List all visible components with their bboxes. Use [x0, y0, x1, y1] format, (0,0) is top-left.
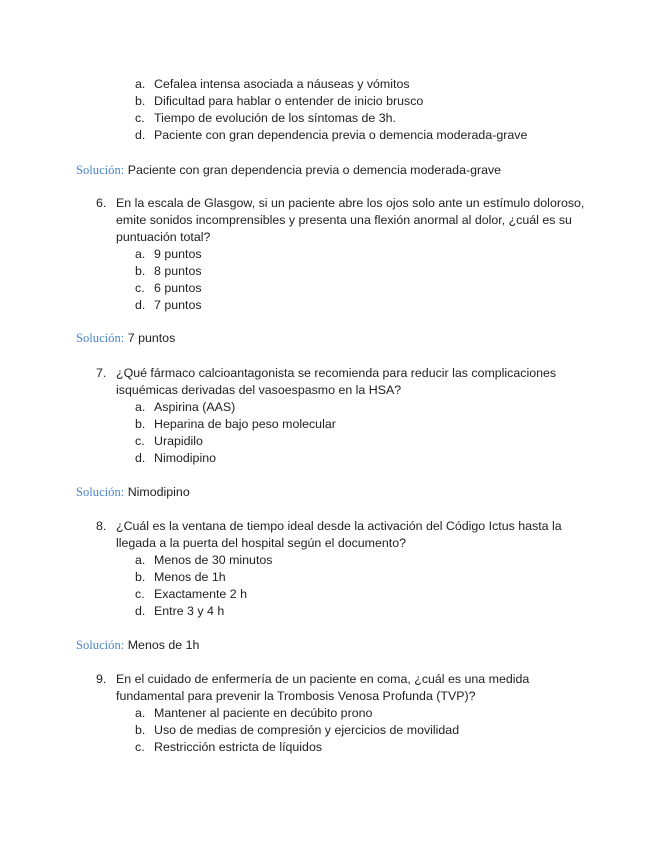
option-text: Menos de 30 minutos [154, 553, 273, 567]
option-text: Menos de 1h [154, 570, 226, 584]
question-number: 6. [96, 196, 107, 210]
option-letter: a. [135, 247, 146, 261]
option-text: 6 puntos [154, 281, 202, 295]
solution-text: Paciente con gran dependencia previa o demencia moderada-grave [127, 163, 502, 177]
option-item [135, 416, 336, 433]
solution-line [76, 637, 199, 654]
option-item [135, 569, 272, 586]
option-item [135, 433, 336, 450]
options-list [135, 399, 336, 467]
option-text: Uso de medias de compresión y ejercicios de movilidad [154, 723, 460, 737]
options-list [135, 552, 272, 620]
solution-label: Solución: [76, 638, 125, 652]
option-letter: c. [135, 740, 145, 754]
option-letter: d. [135, 451, 146, 465]
option-text: Paciente con gran dependencia previa o demencia moderada-grave [154, 128, 528, 142]
question-number: 7. [96, 366, 107, 380]
solution-line [76, 330, 175, 347]
option-item [135, 127, 527, 144]
solution-label: Solución: [76, 163, 125, 177]
question-text: En el cuidado de enfermería de un paciente en coma, ¿cuál es una medida fundamental para prevenir la Trombosis Venosa Profunda (TVP)? [116, 672, 530, 703]
option-letter: d. [135, 604, 146, 618]
option-item [135, 246, 202, 263]
option-text: Tiempo de evolución de los síntomas de 3h. [154, 111, 396, 125]
option-item [135, 110, 527, 127]
option-item [135, 705, 459, 722]
solution-label: Solución: [76, 485, 125, 499]
solution-label: Solución: [76, 331, 125, 345]
question-8 [96, 518, 596, 552]
option-letter: a. [135, 553, 146, 567]
option-letter: b. [135, 264, 146, 278]
option-item [135, 450, 336, 467]
option-letter: c. [135, 111, 145, 125]
solution-text: Menos de 1h [127, 638, 200, 652]
option-text: Mantener al paciente en decúbito prono [154, 706, 373, 720]
option-item [135, 263, 202, 280]
option-text: Urapidilo [154, 434, 203, 448]
option-letter: b. [135, 723, 146, 737]
option-text: Aspirina (AAS) [154, 400, 236, 414]
option-item [135, 586, 272, 603]
option-letter: a. [135, 400, 146, 414]
option-letter: b. [135, 417, 146, 431]
option-text: Exactamente 2 h [154, 587, 247, 601]
question-text: ¿Qué fármaco calcioantagonista se recomienda para reducir las complicaciones isquémicas derivadas del vasoespasmo en la HSA? [116, 366, 557, 397]
solution-text: Nimodipino [127, 485, 190, 499]
option-text: Heparina de bajo peso molecular [154, 417, 336, 431]
option-letter: d. [135, 298, 146, 312]
options-list [135, 705, 459, 756]
option-letter: c. [135, 281, 145, 295]
solution-line [76, 162, 501, 179]
option-letter: c. [135, 587, 145, 601]
option-letter: a. [135, 706, 146, 720]
option-letter: a. [135, 77, 146, 91]
question-text: En la escala de Glasgow, si un paciente abre los ojos solo ante un estímulo doloroso, emite sonidos incomprensibles y presenta una flexión anormal al dolor, ¿cuál es su puntuación total? [116, 196, 585, 244]
solution-line [76, 484, 190, 501]
option-letter: b. [135, 570, 146, 584]
question-6 [96, 195, 596, 246]
question-text: ¿Cuál es la ventana de tiempo ideal desde la activación del Código Ictus hasta la llegada a la puerta del hospital según el documento? [116, 519, 562, 550]
question-number: 9. [96, 672, 107, 686]
question-number: 8. [96, 519, 107, 533]
option-letter: d. [135, 128, 146, 142]
option-letter: b. [135, 94, 146, 108]
option-text: Restricción estricta de líquidos [154, 740, 323, 754]
option-text: 9 puntos [154, 247, 202, 261]
options-list [135, 76, 527, 144]
option-item [135, 76, 527, 93]
question-7 [96, 365, 596, 399]
option-letter: c. [135, 434, 145, 448]
options-list [135, 246, 202, 314]
option-item [135, 552, 272, 569]
option-text: Dificultad para hablar o entender de inicio brusco [154, 94, 424, 108]
option-text: Cefalea intensa asociada a náuseas y vómitos [154, 77, 410, 91]
option-item [135, 603, 272, 620]
option-item [135, 739, 459, 756]
solution-text: 7 puntos [127, 331, 176, 345]
option-text: 7 puntos [154, 298, 202, 312]
option-item [135, 399, 336, 416]
option-text: Entre 3 y 4 h [154, 604, 225, 618]
option-text: 8 puntos [154, 264, 202, 278]
option-item [135, 297, 202, 314]
option-item [135, 722, 459, 739]
question-9 [96, 671, 596, 705]
option-item [135, 280, 202, 297]
option-item [135, 93, 527, 110]
option-text: Nimodipino [154, 451, 216, 465]
